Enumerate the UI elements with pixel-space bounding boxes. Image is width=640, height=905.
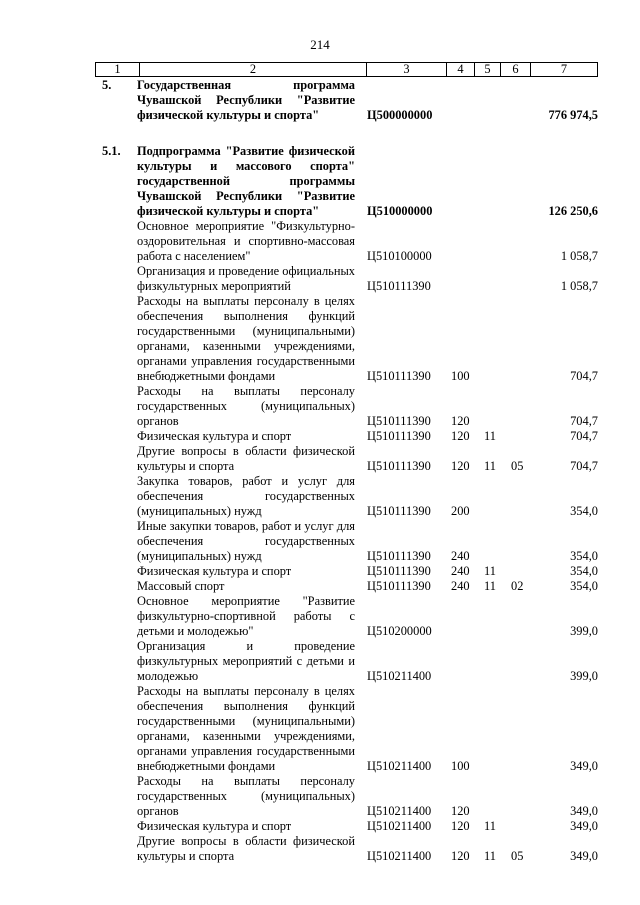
page-number: 214 [310,37,330,52]
row-target-code: Ц510111390 [367,369,431,383]
row-sum: 704,7 [570,429,598,443]
row-section: 11 [484,429,496,443]
table-row [95,519,598,564]
row-sum: 349,0 [570,819,598,833]
row-section: 11 [484,564,496,578]
row-name: Расходы на выплаты персоналу государственных (муниципальных) органов [137,774,355,818]
row-name: Организация и проведение физкультурных мероприятий с детьми и молодежью [137,639,355,683]
row-target-code: Ц510211400 [367,819,432,833]
row-sum: 1 058,7 [560,279,598,293]
table-row [95,834,598,864]
row-target-code: Ц510111390 [367,549,431,563]
row-expense-type: 240 [451,579,470,593]
row-name: Физическая культура и спорт [137,564,292,578]
row-target-code: Ц510111390 [367,459,431,473]
row-target-code: Ц510111390 [367,579,431,593]
row-name: Расходы на выплаты персоналу в целях обеспечения выполнения функций государственными (муниципальными) органами, казенными учреждениями, органами управления государственными внебюджетными фондами [137,684,355,773]
row-subsection: 05 [511,459,524,473]
row-name: Иные закупки товаров, работ и услуг для обеспечения государственных (муниципальных) нужд [137,519,355,563]
header-cell-6: 6 [500,63,530,76]
row-number: 5.1. [102,144,121,158]
row-name: Государственная программа Чувашской Республики "Развитие физической культуры и спорта" [137,78,355,122]
table-row [95,429,598,444]
row-subsection: 02 [511,579,524,593]
header-cell-5: 5 [474,63,500,76]
row-name: Основное мероприятие "Развитие физкультурно-спортивной работы с детьми и молодежью" [137,594,355,638]
row-name: Закупка товаров, работ и услуг для обеспечения государственных (муниципальных) нужд [137,474,355,518]
row-expense-type: 240 [451,549,470,563]
row-sum: 704,7 [570,414,598,428]
row-expense-type: 120 [451,429,470,443]
row-expense-type: 100 [451,369,470,383]
row-expense-type: 240 [451,564,470,578]
row-target-code: Ц510200000 [367,624,432,638]
row-target-code: Ц510211400 [367,669,432,683]
row-target-code: Ц510100000 [367,249,432,263]
header-cell-2: 2 [139,63,366,76]
row-sum: 704,7 [570,459,598,473]
table-row [95,444,598,474]
row-name: Расходы на выплаты персоналу в целях обеспечения выполнения функций государственными (муниципальными) органами, казенными учреждениями, органами управления государственными внебюджетными фондами [137,294,355,383]
row-target-code: Ц510111390 [367,414,431,428]
table-row [95,144,598,219]
row-name: Подпрограмма "Развитие физической культуры и массового спорта" государственной программы Чувашской Республики "Развитие физической культуры и спорта" [137,144,355,218]
table-row [95,294,598,384]
row-section: 11 [484,819,496,833]
table-row [95,579,598,594]
row-sum: 349,0 [570,849,598,863]
row-name: Физическая культура и спорт [137,819,292,833]
row-target-code: Ц510211400 [367,759,432,773]
budget-table-body [95,78,598,864]
row-name: Расходы на выплаты персоналу государственных (муниципальных) органов [137,384,355,428]
row-section: 11 [484,579,496,593]
row-expense-type: 120 [451,819,470,833]
row-expense-type: 200 [451,504,470,518]
row-sum: 126 250,6 [548,204,598,218]
row-sum: 399,0 [570,669,598,683]
row-target-code: Ц510211400 [367,849,432,863]
row-sum: 354,0 [570,579,598,593]
row-expense-type: 120 [451,414,470,428]
row-sum: 349,0 [570,759,598,773]
row-section: 11 [484,849,496,863]
row-sum: 776 974,5 [548,108,598,122]
row-number: 5. [102,78,112,92]
row-name: Другие вопросы в области физической культуры и спорта [137,444,355,473]
row-sum: 354,0 [570,549,598,563]
row-sum: 354,0 [570,504,598,518]
row-sum: 354,0 [570,564,598,578]
row-target-code: Ц510111390 [367,504,431,518]
row-name: Основное мероприятие "Физкультурно-оздоровительная и спортивно-массовая работа с населением" [137,219,355,263]
row-expense-type: 120 [451,459,470,473]
row-expense-type: 100 [451,759,470,773]
table-row [95,684,598,774]
row-target-code: Ц510111390 [367,279,431,293]
table-row [95,264,598,294]
header-cell-3: 3 [366,63,446,76]
table-row [95,774,598,819]
row-sum: 399,0 [570,624,598,638]
row-target-code: Ц510111390 [367,429,431,443]
row-sum: 704,7 [570,369,598,383]
table-row [95,474,598,519]
table-row [95,594,598,639]
row-name: Массовый спорт [137,579,225,593]
row-subsection: 05 [511,849,524,863]
table-row [95,219,598,264]
row-target-code: Ц510111390 [367,564,431,578]
row-target-code: Ц500000000 [367,108,433,122]
row-expense-type: 120 [451,804,470,818]
row-target-code: Ц510000000 [367,204,433,218]
row-name: Организация и проведение официальных физкультурных мероприятий [137,264,355,293]
table-row [95,78,598,123]
header-cell-1: 1 [114,62,121,76]
table-row [95,564,598,579]
row-expense-type: 120 [451,849,470,863]
table-row [95,384,598,429]
row-name: Другие вопросы в области физической культуры и спорта [137,834,355,863]
table-row [95,639,598,684]
row-section: 11 [484,459,496,473]
row-sum: 349,0 [570,804,598,818]
header-cell-7: 7 [530,63,597,76]
row-target-code: Ц510211400 [367,804,432,818]
table-header [95,62,598,77]
row-sum: 1 058,7 [560,249,598,263]
table-row [95,819,598,834]
header-cell-4: 4 [446,63,474,76]
row-name: Физическая культура и спорт [137,429,292,443]
